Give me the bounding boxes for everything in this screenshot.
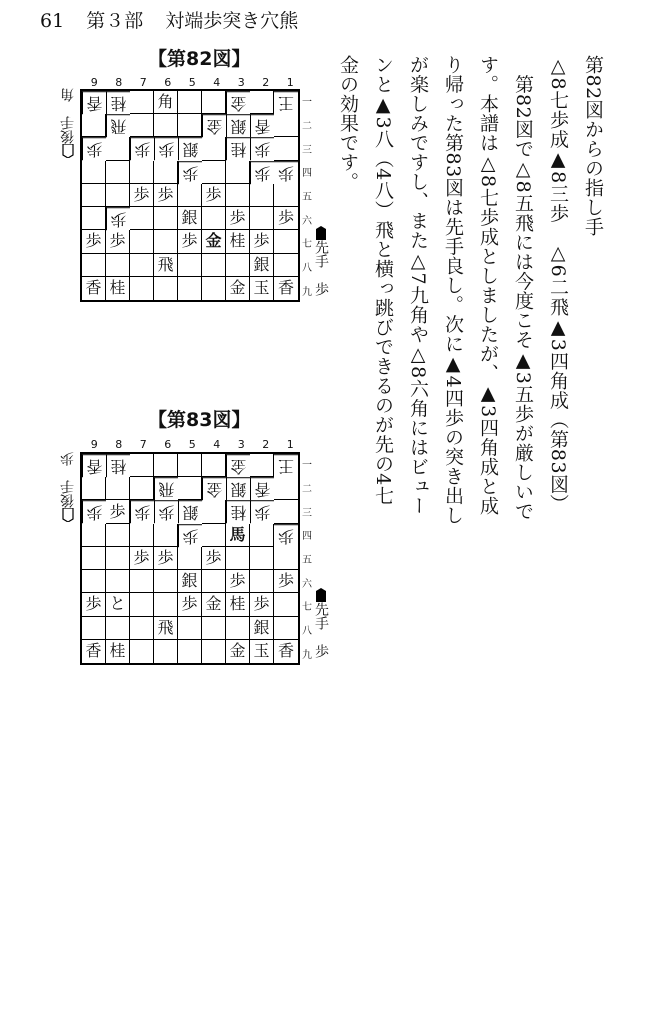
- empty-square: [154, 230, 178, 253]
- gote-piece: 金: [202, 477, 226, 500]
- gote-piece: 歩: [274, 524, 298, 547]
- empty-square: [82, 254, 106, 277]
- gote-piece-mark-icon: [62, 508, 74, 522]
- empty-square: [130, 91, 154, 114]
- sente-piece: 歩: [250, 230, 274, 253]
- empty-square: [202, 277, 226, 300]
- empty-square: [178, 114, 202, 137]
- gote-piece: 桂: [106, 91, 130, 114]
- sente-piece: 香: [277, 278, 294, 298]
- empty-square: [106, 184, 130, 207]
- sente-piece: 香: [82, 277, 106, 300]
- empty-square: [82, 161, 106, 184]
- file-label: 6: [164, 438, 172, 451]
- gote-piece: 金: [226, 91, 250, 114]
- empty-square: [130, 617, 154, 640]
- file-label: 9: [90, 438, 98, 451]
- empty-square: [274, 500, 298, 523]
- rank-label: 二: [302, 121, 312, 133]
- text-line: が楽しみですし、また△7九角や△8六角にはビュー: [407, 55, 429, 516]
- file-label: 9: [90, 76, 98, 89]
- sente-piece-mark-icon: [315, 226, 327, 240]
- gote-piece: 王: [274, 454, 298, 477]
- sente-hand: [311, 588, 331, 658]
- gote-piece: 歩: [130, 500, 154, 523]
- empty-square: [130, 161, 154, 184]
- rank-label: 六: [302, 215, 312, 227]
- empty-square: [250, 570, 274, 593]
- sente-piece: 歩: [82, 230, 106, 253]
- sente-piece: 歩: [202, 547, 226, 570]
- gote-piece: 歩: [82, 500, 106, 523]
- text-line: 第82図で△8五飛には今度こそ▲3五歩が厳しいで: [512, 55, 534, 521]
- empty-square: [154, 524, 178, 547]
- file-label: 5: [188, 76, 196, 89]
- sente-piece: 金: [202, 230, 226, 253]
- empty-square: [202, 617, 226, 640]
- empty-square: [274, 547, 298, 570]
- rank-label: 五: [302, 192, 312, 204]
- gote-piece: 香: [82, 91, 106, 114]
- empty-square: [82, 547, 106, 570]
- empty-square: [154, 454, 178, 477]
- sente-piece: 金: [202, 593, 226, 616]
- empty-square: [250, 91, 274, 114]
- commentary-text: [330, 55, 610, 525]
- empty-square: [82, 524, 106, 547]
- empty-square: [154, 207, 178, 230]
- gote-piece: 歩: [154, 137, 178, 160]
- shogi-board: [80, 452, 300, 665]
- empty-square: [202, 254, 226, 277]
- empty-square: [106, 570, 130, 593]
- empty-square: [154, 570, 178, 593]
- sente-hand-label: 先手: [313, 602, 329, 630]
- empty-square: [178, 640, 202, 663]
- empty-square: [178, 477, 202, 500]
- text-line: す。本譜は△8七歩成としましたが、▲3四角成と成: [477, 55, 499, 516]
- gote-piece: 金: [226, 454, 250, 477]
- empty-square: [274, 184, 298, 207]
- file-label: 5: [188, 438, 196, 451]
- rank-label: 一: [302, 97, 312, 109]
- sente-piece: 金: [226, 277, 250, 300]
- empty-square: [130, 477, 154, 500]
- empty-square: [82, 617, 106, 640]
- page-header: [40, 6, 298, 33]
- empty-square: [274, 137, 298, 160]
- gote-piece: 銀: [178, 500, 202, 523]
- sente-hand-label: 先手: [313, 240, 329, 268]
- rank-label: 三: [302, 144, 312, 156]
- sente-piece: 歩: [130, 547, 154, 570]
- gote-piece: 飛: [154, 477, 178, 500]
- empty-square: [82, 114, 106, 137]
- rank-label: 一: [302, 460, 312, 472]
- empty-square: [130, 277, 154, 300]
- empty-square: [106, 137, 130, 160]
- empty-square: [202, 161, 226, 184]
- gote-piece: 金: [202, 114, 226, 137]
- gote-hand-label: 後手: [60, 480, 76, 508]
- file-label: 7: [139, 76, 147, 89]
- sente-hand: [311, 226, 331, 296]
- empty-square: [274, 477, 298, 500]
- diagram-title: 【第83図】: [148, 409, 251, 431]
- chapter-title: 対端歩突き穴熊: [165, 10, 299, 32]
- gote-piece-mark-icon: [62, 144, 74, 158]
- sente-piece: 桂: [106, 277, 130, 300]
- gote-piece: 歩: [274, 161, 298, 184]
- text-line: 金の効果です。: [337, 55, 359, 192]
- sente-piece: 桂: [106, 640, 130, 663]
- sente-piece: 馬: [226, 524, 250, 547]
- text-line: り帰った第83図は先手良し。次に▲4四歩の突き出し: [442, 55, 464, 525]
- text-line: △8七歩成▲8三歩 △6二飛▲3四角成（第83図）: [547, 55, 569, 514]
- empty-square: [154, 593, 178, 616]
- file-label: 4: [213, 76, 221, 89]
- empty-square: [130, 207, 154, 230]
- empty-square: [226, 184, 250, 207]
- empty-square: [82, 477, 106, 500]
- shogi-board: [80, 89, 300, 302]
- file-label: 3: [237, 438, 245, 451]
- empty-square: [202, 207, 226, 230]
- gote-piece: 王: [274, 91, 298, 114]
- file-label: 8: [115, 438, 123, 451]
- rank-label: 七: [302, 239, 312, 251]
- sente-piece: 歩: [274, 570, 298, 593]
- empty-square: [226, 254, 250, 277]
- empty-square: [226, 617, 250, 640]
- gote-piece: 桂: [226, 137, 250, 160]
- sente-piece: 歩: [250, 593, 274, 616]
- rank-label: 四: [302, 168, 312, 180]
- empty-square: [202, 91, 226, 114]
- empty-square: [250, 547, 274, 570]
- empty-square: [178, 547, 202, 570]
- empty-square: [106, 254, 130, 277]
- sente-hand-pieces: 歩: [313, 644, 329, 658]
- sente-piece: 香: [82, 640, 106, 663]
- empty-square: [202, 454, 226, 477]
- sente-piece: 歩: [226, 570, 250, 593]
- empty-square: [154, 277, 178, 300]
- file-label: 6: [164, 76, 172, 89]
- file-label: 1: [286, 438, 294, 451]
- sente-piece: 飛: [154, 617, 178, 640]
- gote-piece: 銀: [226, 114, 250, 137]
- empty-square: [130, 570, 154, 593]
- file-labels: [82, 76, 303, 89]
- sente-piece: 玉: [250, 640, 274, 663]
- sente-piece: 銀: [178, 570, 202, 593]
- sente-piece: 歩: [154, 184, 178, 207]
- gote-piece: 歩: [178, 161, 202, 184]
- empty-square: [130, 254, 154, 277]
- empty-square: [274, 114, 298, 137]
- empty-square: [130, 524, 154, 547]
- rank-label: 二: [302, 484, 312, 496]
- rank-label: 九: [302, 286, 312, 298]
- empty-square: [202, 640, 226, 663]
- empty-square: [274, 230, 298, 253]
- sente-hand-pieces: 歩: [313, 282, 329, 296]
- rank-label: 九: [302, 649, 312, 661]
- gote-piece: 桂: [226, 500, 250, 523]
- empty-square: [202, 524, 226, 547]
- sente-piece: 歩: [178, 230, 202, 253]
- empty-square: [82, 570, 106, 593]
- gote-piece: 歩: [178, 524, 202, 547]
- sente-piece: 歩: [106, 230, 130, 253]
- gote-piece: 歩: [82, 137, 106, 160]
- rank-label: 三: [302, 507, 312, 519]
- gote-piece: 香: [82, 454, 106, 477]
- empty-square: [250, 184, 274, 207]
- sente-piece: 銀: [250, 617, 274, 640]
- file-label: 2: [262, 76, 270, 89]
- empty-square: [106, 161, 130, 184]
- sente-piece: 歩: [106, 500, 130, 523]
- sente-piece: 歩: [202, 184, 226, 207]
- empty-square: [250, 454, 274, 477]
- file-label: 1: [286, 76, 294, 89]
- file-labels: [82, 438, 303, 451]
- gote-hand-label: 後手: [60, 116, 76, 144]
- gote-piece: 歩: [250, 137, 274, 160]
- gote-piece: 歩: [130, 137, 154, 160]
- sente-piece: 角: [154, 91, 178, 114]
- rank-label: 七: [302, 602, 312, 614]
- empty-square: [226, 161, 250, 184]
- gote-piece: 香: [250, 477, 274, 500]
- sente-piece: 銀: [250, 254, 274, 277]
- gote-piece: 香: [250, 114, 274, 137]
- sente-piece: 玉: [250, 277, 274, 300]
- empty-square: [106, 617, 130, 640]
- file-label: 8: [115, 76, 123, 89]
- empty-square: [178, 91, 202, 114]
- rank-label: 八: [302, 626, 312, 638]
- gote-piece: 桂: [106, 454, 130, 477]
- sente-piece: 歩: [82, 593, 106, 616]
- gote-piece: 銀: [178, 137, 202, 160]
- sente-piece: 金: [226, 640, 250, 663]
- rank-label: 五: [302, 555, 312, 567]
- sente-piece: 銀: [178, 207, 202, 230]
- sente-piece: 香: [277, 641, 294, 661]
- gote-piece: 歩: [106, 207, 130, 230]
- file-label: 4: [213, 438, 221, 451]
- gote-hand: [58, 88, 78, 158]
- sente-piece: と: [106, 593, 130, 616]
- empty-square: [130, 114, 154, 137]
- diagram-title: 【第82図】: [148, 48, 251, 70]
- empty-square: [106, 477, 130, 500]
- empty-square: [154, 640, 178, 663]
- gote-piece: 歩: [250, 500, 274, 523]
- sente-piece: 桂: [226, 593, 250, 616]
- gote-piece: 歩: [250, 161, 274, 184]
- empty-square: [130, 454, 154, 477]
- gote-piece: 歩: [154, 500, 178, 523]
- empty-square: [178, 454, 202, 477]
- sente-piece: 歩: [154, 547, 178, 570]
- empty-square: [106, 547, 130, 570]
- gote-hand: [58, 452, 78, 522]
- empty-square: [130, 640, 154, 663]
- sente-piece-mark-icon: [315, 588, 327, 602]
- empty-square: [250, 207, 274, 230]
- rank-label: 四: [302, 531, 312, 543]
- empty-square: [82, 184, 106, 207]
- empty-square: [226, 547, 250, 570]
- sente-piece: 桂: [226, 230, 250, 253]
- gote-hand-pieces: 歩: [60, 452, 76, 466]
- empty-square: [154, 161, 178, 184]
- empty-square: [178, 277, 202, 300]
- empty-square: [106, 524, 130, 547]
- empty-square: [130, 230, 154, 253]
- empty-square: [82, 207, 106, 230]
- empty-square: [202, 500, 226, 523]
- empty-square: [178, 617, 202, 640]
- empty-square: [202, 570, 226, 593]
- file-label: 7: [139, 438, 147, 451]
- part-label: 第３部: [86, 10, 144, 32]
- rank-label: 八: [302, 263, 312, 275]
- text-line: 第82図からの指し手: [582, 55, 604, 237]
- text-line: ンと▲3八（4八）飛と横っ跳びできるのが先の4七: [372, 55, 394, 506]
- rank-label: 六: [302, 578, 312, 590]
- empty-square: [274, 254, 298, 277]
- sente-piece: 飛: [154, 254, 178, 277]
- sente-piece: 歩: [274, 207, 298, 230]
- empty-square: [178, 254, 202, 277]
- empty-square: [130, 593, 154, 616]
- gote-hand-pieces: 角: [60, 88, 76, 102]
- empty-square: [274, 593, 298, 616]
- gote-piece: 飛: [106, 114, 130, 137]
- empty-square: [178, 184, 202, 207]
- empty-square: [154, 114, 178, 137]
- file-label: 2: [262, 438, 270, 451]
- empty-square: [202, 137, 226, 160]
- empty-square: [274, 617, 298, 640]
- sente-piece: 歩: [130, 184, 154, 207]
- file-label: 3: [237, 76, 245, 89]
- sente-piece: 歩: [226, 207, 250, 230]
- sente-piece: 歩: [178, 593, 202, 616]
- page-number: 61: [40, 10, 65, 32]
- gote-piece: 銀: [226, 477, 250, 500]
- empty-square: [250, 524, 274, 547]
